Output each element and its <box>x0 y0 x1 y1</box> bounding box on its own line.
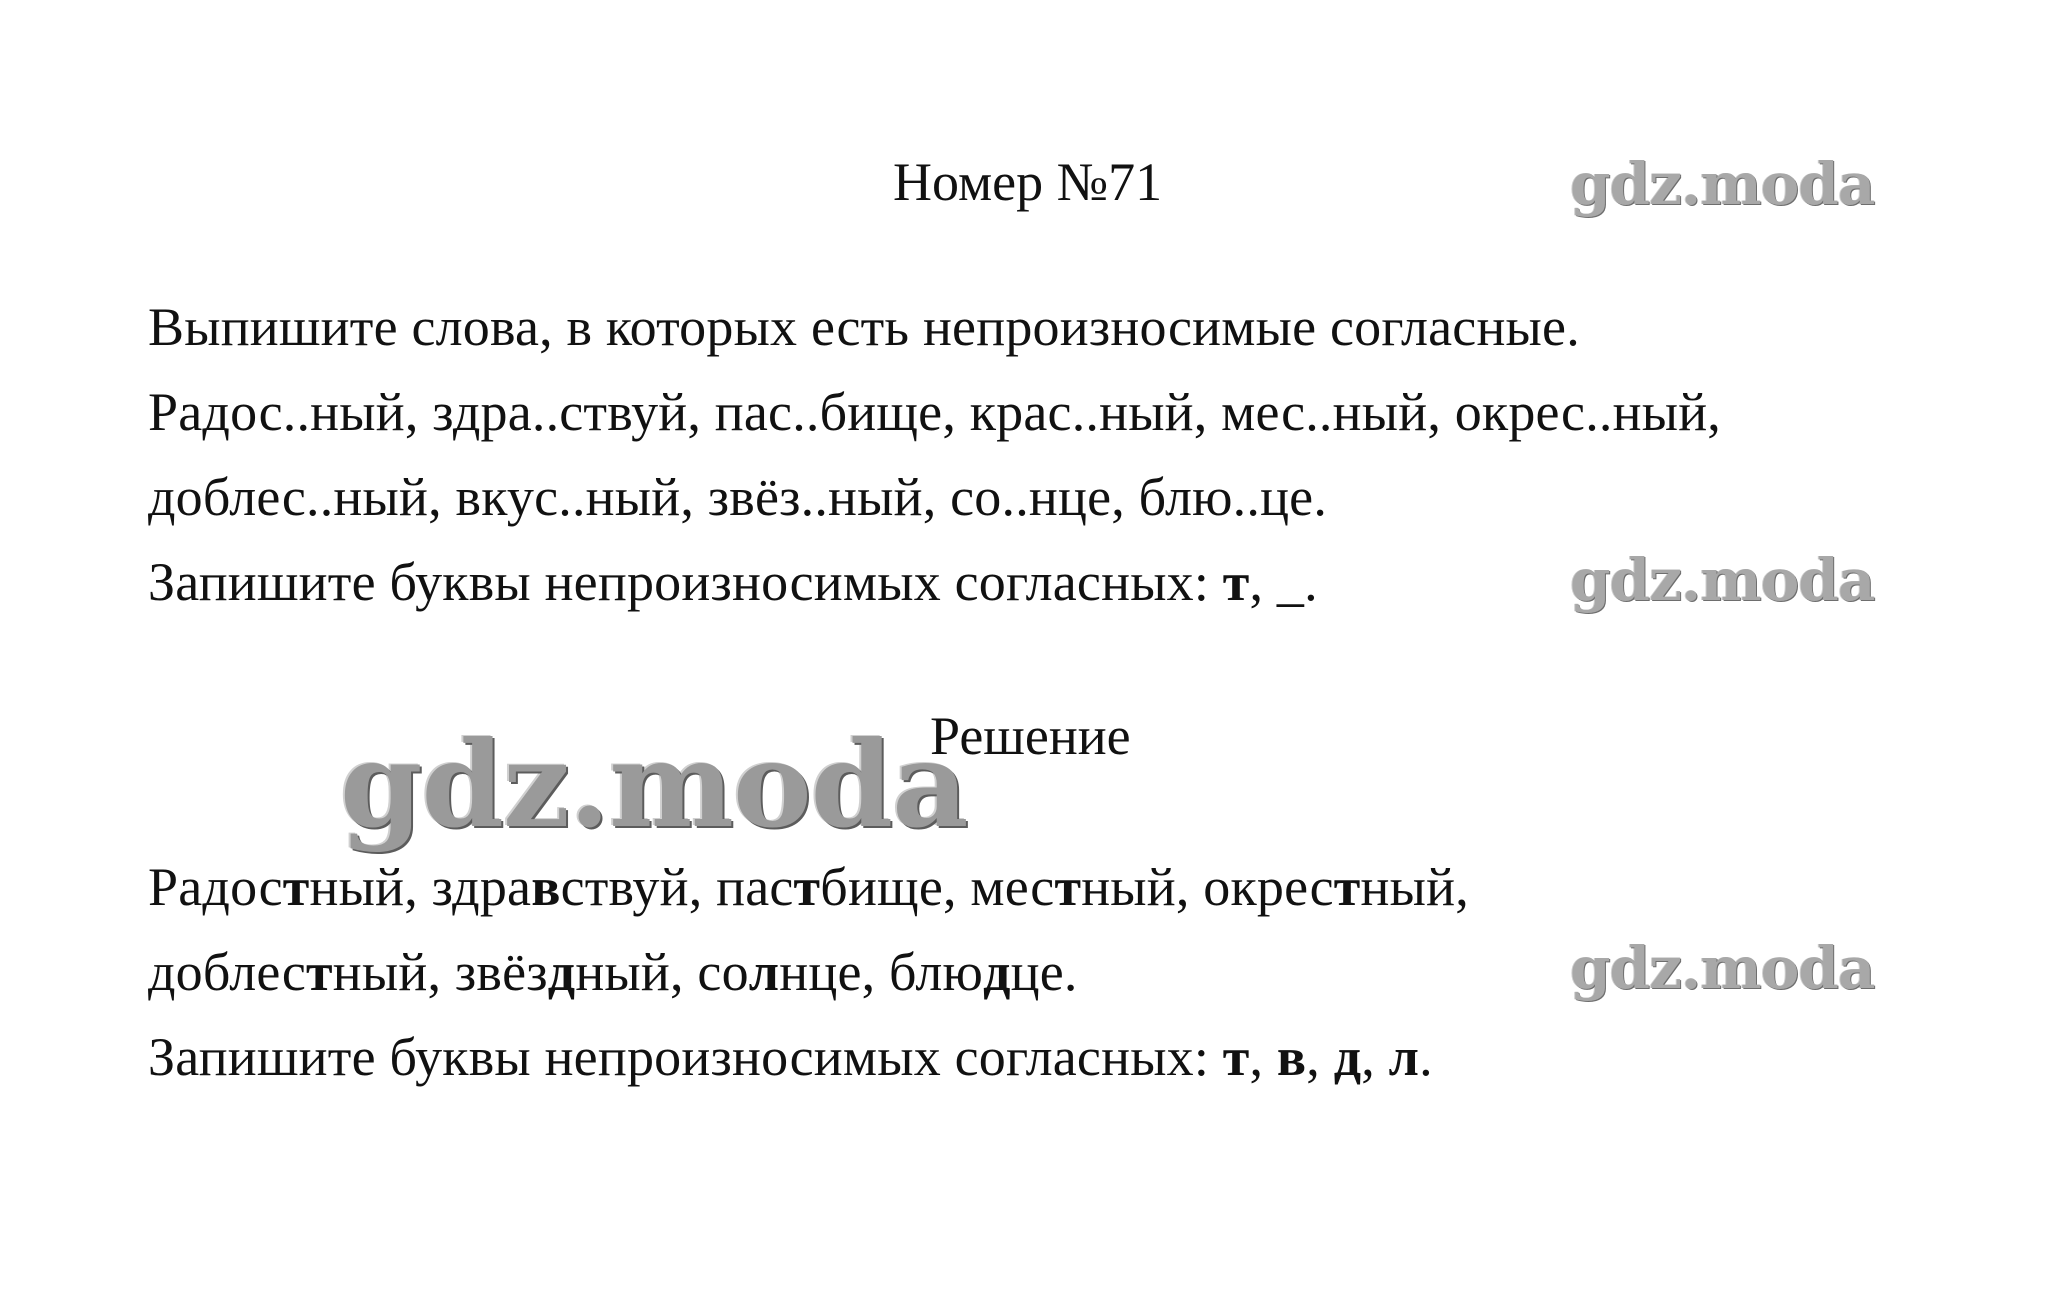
highlighted-letter: т <box>306 942 333 1002</box>
solution-letters-prefix: Запишите буквы непроизносимых согласных: <box>148 1027 1223 1087</box>
text-segment: бище, мес <box>820 857 1055 917</box>
watermark-top: gdz.moda <box>1570 150 1875 218</box>
task-instruction: Выпишите слова, в которых есть непроизносимые согласные. <box>148 297 1580 357</box>
text-segment: ный, окрес <box>1081 857 1334 917</box>
text-segment: доблес <box>148 942 307 1002</box>
watermark-bottom: gdz.moda <box>1570 934 1875 1002</box>
highlighted-letter: д <box>1333 1027 1362 1087</box>
highlighted-letter: т <box>793 857 821 917</box>
task-words-line-1: Радос..ный, здра..ствуй, пас..бище, крас..ный, мес..ный, окрес..ный, <box>148 382 1722 442</box>
watermark-middle: gdz.moda <box>1570 546 1875 614</box>
solution-line-1 <box>148 855 1469 919</box>
solution-heading: Решение <box>930 706 1131 766</box>
highlighted-letter: т <box>282 857 310 917</box>
text-segment: , <box>1361 1027 1389 1087</box>
text-segment: ный, здра <box>309 857 532 917</box>
highlighted-letter: д <box>547 942 576 1002</box>
text-segment: , <box>1249 1027 1277 1087</box>
solution-letters-line <box>148 1025 1433 1089</box>
task-letters-answer: т <box>1222 552 1250 612</box>
task-words-line-2: доблес..ный, вкус..ный, звёз..ный, со..нце, блю..це. <box>148 467 1328 527</box>
task-letters-line <box>148 550 1318 614</box>
highlighted-letter: л <box>748 942 780 1002</box>
task-letters-prefix: Запишите буквы непроизносимых согласных: <box>148 552 1223 612</box>
highlighted-letter: т <box>1222 1027 1250 1087</box>
task-letters-blank: , _. <box>1249 552 1318 612</box>
text-segment: . <box>1419 1027 1433 1087</box>
highlighted-letter: т <box>1054 857 1082 917</box>
solution-line-2 <box>148 940 1078 1004</box>
text-segment: Радос <box>148 857 283 917</box>
text-segment: ный, <box>1360 857 1469 917</box>
text-segment: , <box>1306 1027 1334 1087</box>
text-segment: ный, звёз <box>332 942 548 1002</box>
highlighted-letter: л <box>1388 1027 1420 1087</box>
text-segment: це. <box>1010 942 1078 1002</box>
text-segment: ствуй, пас <box>560 857 794 917</box>
watermark-large: gdz.moda <box>340 715 968 854</box>
text-segment: ный, со <box>575 942 749 1002</box>
highlighted-letter: т <box>1333 857 1361 917</box>
highlighted-letter: д <box>983 942 1011 1002</box>
highlighted-letter: в <box>531 857 561 917</box>
page-title: Номер №71 <box>893 152 1163 212</box>
highlighted-letter: в <box>1276 1027 1307 1087</box>
text-segment: нце, блю <box>779 942 984 1002</box>
